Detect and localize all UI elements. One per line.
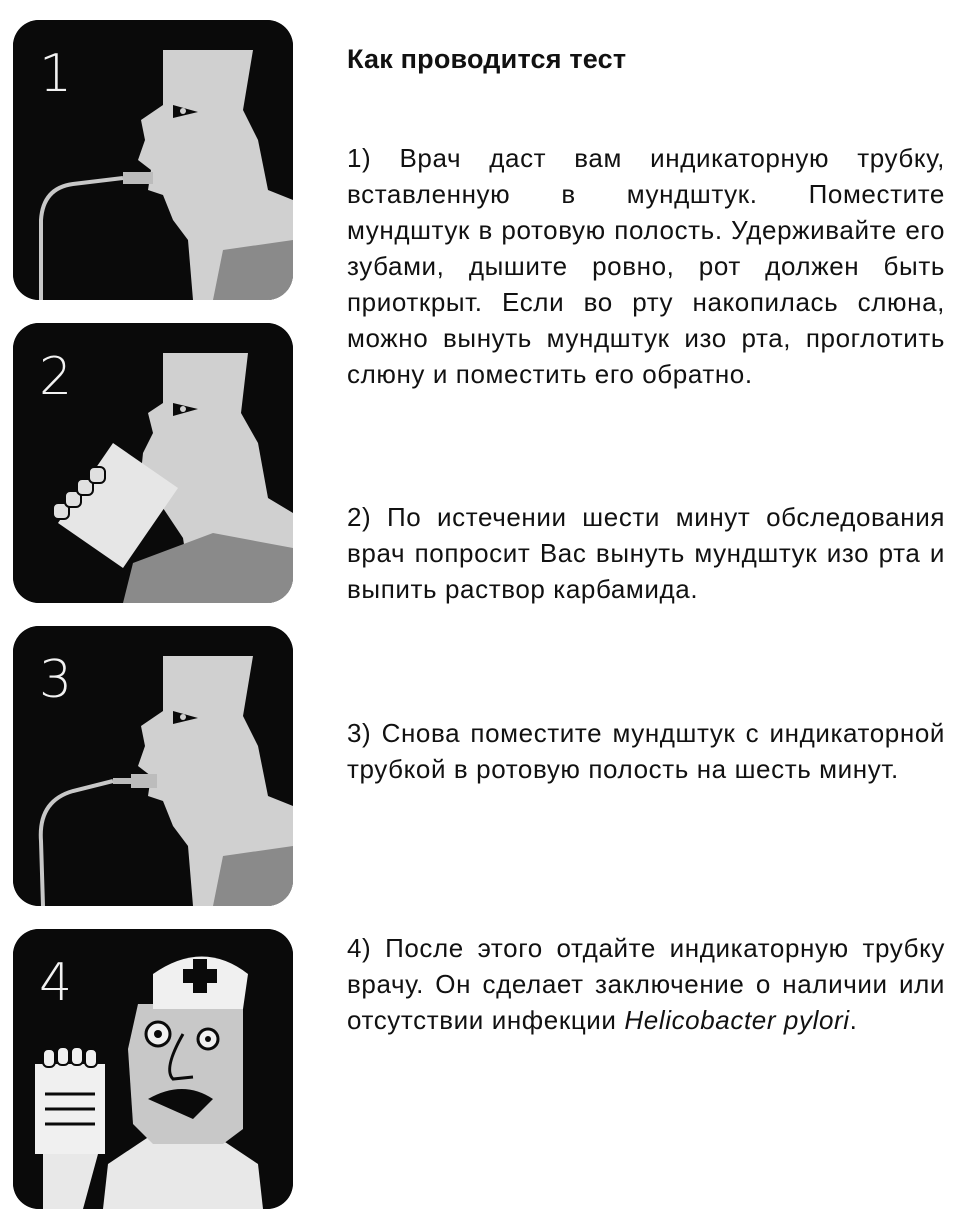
illustration-panel-4 <box>13 929 293 1209</box>
panel-number: 4 <box>39 953 73 1013</box>
step-4-bacterium-name: Helicobacter pylori <box>624 1005 850 1035</box>
panel-number: 1 <box>39 44 73 104</box>
illustration-panel-3 <box>13 626 293 906</box>
step-4-period: . <box>849 1005 858 1035</box>
illustration-panel-2 <box>13 323 293 603</box>
step-4-text <box>347 930 945 1038</box>
step-3-text: 3) Снова поместите мундштук с индикаторной трубкой в ротовую полость на шесть минут. <box>347 718 945 784</box>
step-2-text: 2) По истечении шести минут обследования врач попросит Вас вынуть мундштук изо рта и выпить раствор карбамида. <box>347 502 945 604</box>
step-1-text: 1) Врач даст вам индикаторную трубку, вставленную в мундштук. Поместите мундштук в ротовую полость. Удерживайте его зубами, дышите ровно, рот должен быть приоткрыт. Если во рту накопилась слюна, можно вынуть мундштук изо рта, проглотить слюну и поместить его обратно. <box>347 143 945 389</box>
step-4-body: 4) После этого отдайте индикаторную трубку врачу. Он сделает заключение о наличии или отсутствии инфекции <box>347 933 945 1035</box>
page-title: Как проводится тест <box>347 44 627 74</box>
illustration-panel-1 <box>13 20 293 300</box>
panel-number: 3 <box>39 650 73 710</box>
panel-number: 2 <box>39 347 73 407</box>
